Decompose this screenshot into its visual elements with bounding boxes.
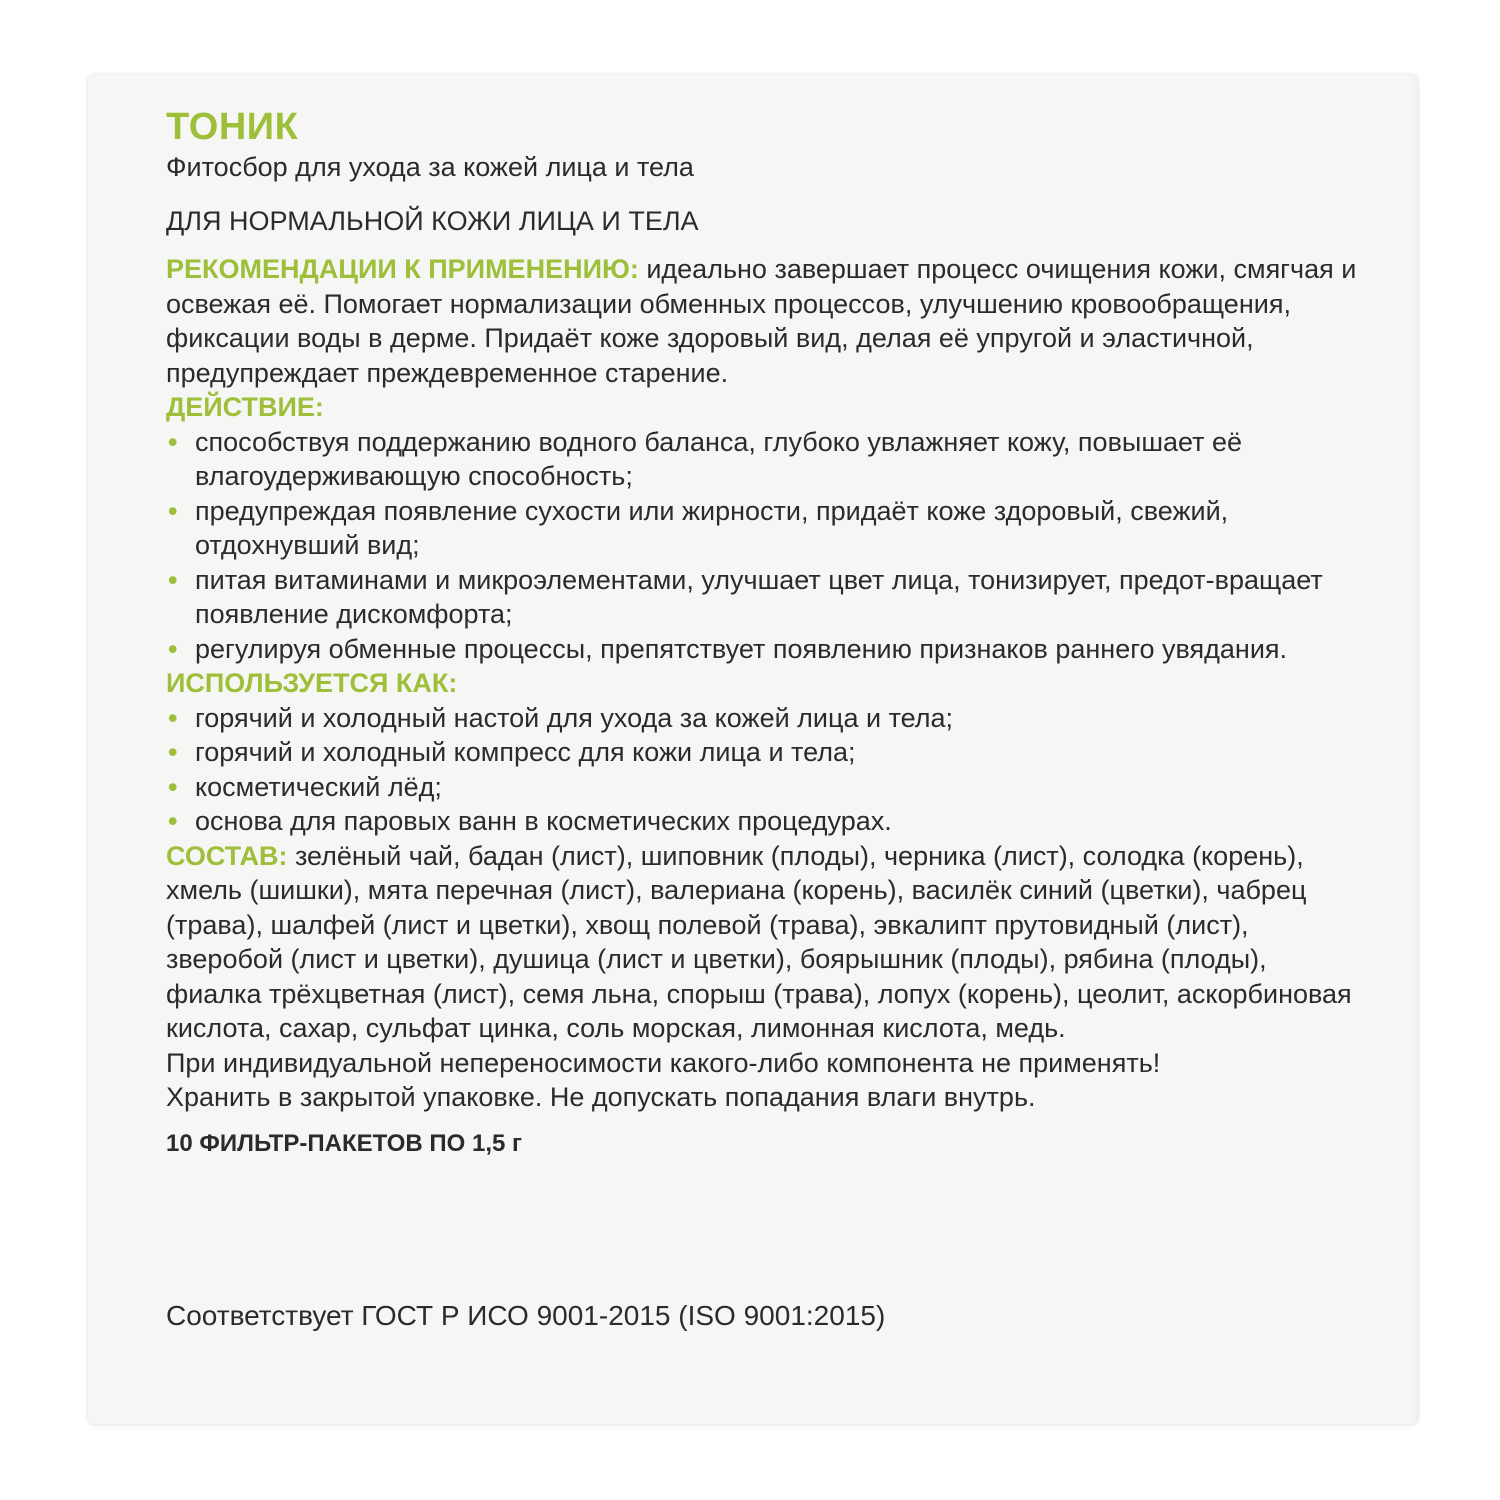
list-item <box>166 425 1366 494</box>
recommendations-text: идеально завершает процесс очищения кожи, смягчая и освежая её. Помогает нормализации обменных процессов, улучшению кровообращения, фиксации воды в дерме. Придаёт коже здоровый вид, делая её упругой и эластичной, предупреждает преждевременное старение. <box>166 254 1357 388</box>
action-heading: ДЕЙСТВИЕ: <box>166 392 324 422</box>
list-item-text: горячий и холодный настой для ухода за кожей лица и тела; <box>195 702 954 733</box>
list-item <box>166 563 1366 632</box>
certification-text: Соответствует ГОСТ Р ИСО 9001-2015 (ISO 9001:2015) <box>166 1300 886 1331</box>
composition-paragraph <box>166 839 1366 1046</box>
action-list <box>166 425 1366 667</box>
skin-type: ДЛЯ НОРМАЛЬНОЙ КОЖИ ЛИЦА И ТЕЛА <box>166 206 699 236</box>
list-item-text: основа для паровых ванн в косметических процедурах. <box>195 806 892 836</box>
product-title: ТОНИК <box>166 106 299 148</box>
bullet-icon: • <box>168 806 178 836</box>
list-item-text: косметический лёд; <box>195 771 442 802</box>
list-item <box>166 770 1366 805</box>
list-item-text: предупреждая появление сухости или жирности, придаёт коже здоровый, свежий, отдохнувший вид; <box>195 495 1229 560</box>
bullet-icon: • <box>168 702 178 733</box>
package-quantity: 10 ФИЛЬТР-ПАКЕТОВ ПО 1,5 г <box>166 1129 523 1157</box>
list-item-text: регулируя обменные процессы, препятствует появлению признаков раннего увядания. <box>195 633 1288 664</box>
list-item <box>166 701 1366 736</box>
recommendations-heading: РЕКОМЕНДАЦИИ К ПРИМЕНЕНИЮ: <box>166 254 639 284</box>
list-item <box>166 735 1366 770</box>
list-item <box>166 804 1366 839</box>
composition-text: зелёный чай, бадан (лист), шиповник (плоды), черника (лист), солодка (корень), хмель (шишки), мята перечная (лист), валериана (корень), василёк синий (цветки), чабрец (трава), шалфей (лист и цветки), хвощ полевой (трава), эвкалипт прутовидный (лист), зверобой (лист и цветки), душица (лист и цветки), боярышник (плоды), рябина (плоды), фиалка трёхцветная (лист), семя льна, спорыш (трава), лопух (корень), цеолит, аскорбиновая кислота, сахар, сульфат цинка, соль морская, лимонная кислота, медь. <box>166 840 1352 1043</box>
list-item-text: горячий и холодный компресс для кожи лица и тела; <box>195 737 856 767</box>
bullet-icon: • <box>168 771 178 802</box>
list-item-text: питая витаминами и микроэлементами, улучшает цвет лица, тонизирует, предот-вращает появление дискомфорта; <box>195 564 1323 629</box>
warning-text: При индивидуальной непереносимости какого-либо компонента не применять! <box>166 1047 1161 1078</box>
list-item <box>166 632 1366 667</box>
bullet-icon: • <box>168 495 178 526</box>
list-item <box>166 494 1366 563</box>
bullet-icon: • <box>168 564 178 595</box>
bullet-icon: • <box>168 737 178 767</box>
usage-list <box>166 701 1366 839</box>
package-panel <box>88 74 1418 1424</box>
list-item-text: способствуя поддержанию водного баланса, глубоко увлажняет кожу, повышает её влагоудерживающую способность; <box>195 426 1243 491</box>
bullet-icon: • <box>168 426 178 457</box>
usage-heading: ИСПОЛЬЗУЕТСЯ КАК: <box>166 668 458 698</box>
storage-text: Хранить в закрытой упаковке. Не допускать попадания влаги внутрь. <box>166 1082 1036 1112</box>
panel-edge <box>1409 74 1418 1424</box>
recommendations-paragraph <box>166 252 1366 390</box>
bullet-icon: • <box>168 633 178 664</box>
product-subtitle: Фитосбор для ухода за кожей лица и тела <box>166 152 694 182</box>
composition-heading: СОСТАВ: <box>166 840 288 871</box>
label-content <box>166 104 1366 1161</box>
